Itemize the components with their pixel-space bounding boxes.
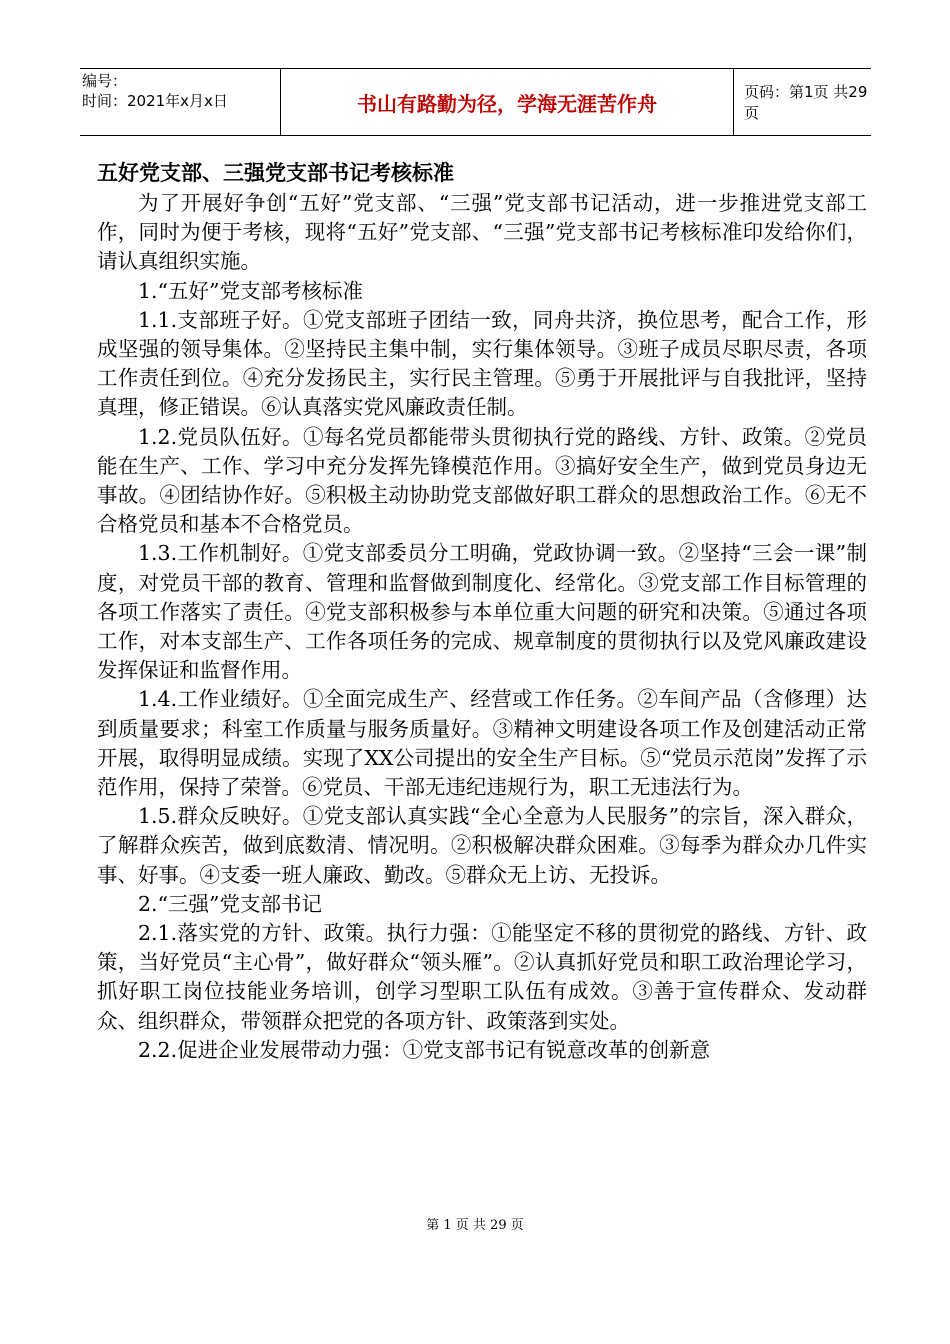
header-meta-cell <box>80 69 281 135</box>
page-footer: 第 1 页 共 29 页 <box>426 1218 524 1233</box>
document-title: 五好党支部、三强党支部书记考核标准 <box>97 161 454 185</box>
paragraph-1-2: 1.2.党员队伍好。①每名党员都能带头贯彻执行党的路线、方针、政策。②党员能在生产、工作、学习中充分发挥先锋模范作用。③搞好安全生产，做到党员身边无事故。④团结协作好。⑤积极主动协助党支部做好职工群众的思想政治工作。⑥无不合格党员和基本不合格党员。 <box>97 424 867 537</box>
section-heading-five-good: 1.“五好”党支部考核标准 <box>138 278 364 303</box>
paragraph-intro: 为了开展好争创“五好”党支部、“三强”党支部书记活动，进一步推进党支部工作，同时为便于考核，现将“五好”党支部、“三强”党支部书记考核标准印发给你们，请认真组织实施。 <box>97 191 867 274</box>
paragraph-2-2: 2.2.促进企业发展带动力强：①党支部书记有锐意改革的创新意 <box>138 1037 711 1062</box>
date-label: 时间：2021年x月x日 <box>82 92 228 110</box>
paragraph-2-1: 2.1.落实党的方针、政策。执行力强：①能坚定不移的贯彻党的路线、方针、政策，当好党员“主心骨”，做好群众“领头雁”。②认真抓好党员和职工政治理论学习，抓好职工岗位技能业务培训，创学习型职工队伍有成效。③善于宣传群众、发动群众、组织群众，带领群众把党的各项方针、政策落到实处。 <box>97 921 867 1033</box>
header-page-info: 页码：第1页 共29页 <box>744 83 868 122</box>
serial-number-label: 编号： <box>82 72 128 90</box>
paragraph-1-4: 1.4.工作业绩好。①全面完成生产、经营或工作任务。②车间产品（含修理）达到质量要求；科室工作质量与服务质量好。③精神文明建设各项工作及创建活动正常开展，取得明显成绩。实现了XX公司提出的安全生产目标。⑤“党员示范岗”发挥了示范作用，保持了荣誉。⑥党员、干部无违纪违规行为，职工无违法行为。 <box>97 687 867 800</box>
header-motto: 书山有路勤为径，学海无涯苦作舟 <box>281 69 734 135</box>
document-body <box>97 157 867 1065</box>
section-heading-three-strong: 2.“三强”党支部书记 <box>138 891 323 916</box>
paragraph-1-1: 1.1.支部班子好。①党支部班子团结一致，同舟共济，换位思考，配合工作，形成坚强的领导集体。②坚持民主集中制，实行集体领导。③班子成员尽职尽责，各项工作责任到位。④充分发扬民主，实行民主管理。⑤勇于开展批评与自我批评，坚持真理，修正错误。⑥认真落实党风廉政责任制。 <box>97 307 867 420</box>
header-table <box>80 68 871 136</box>
paragraph-1-5: 1.5.群众反映好。①党支部认真实践“全心全意为人民服务”的宗旨，深入群众，了解群众疾苦，做到底数清、情况明。②积极解决群众困难。③每季为群众办几件实事、好事。④支委一班人廉政、勤改。⑤群众无上访、无投诉。 <box>97 804 867 887</box>
paragraph-1-3: 1.3.工作机制好。①党支部委员分工明确，党政协调一致。②坚持“三会一课”制度，对党员干部的教育、管理和监督做到制度化、经常化。③党支部工作目标管理的各项工作落实了责任。④党支部积极参与本单位重大问题的研究和决策。⑤通过各项工作，对本支部生产、工作各项任务的完成、规章制度的贯彻执行以及党风廉政建设发挥保证和监督作用。 <box>97 541 867 683</box>
